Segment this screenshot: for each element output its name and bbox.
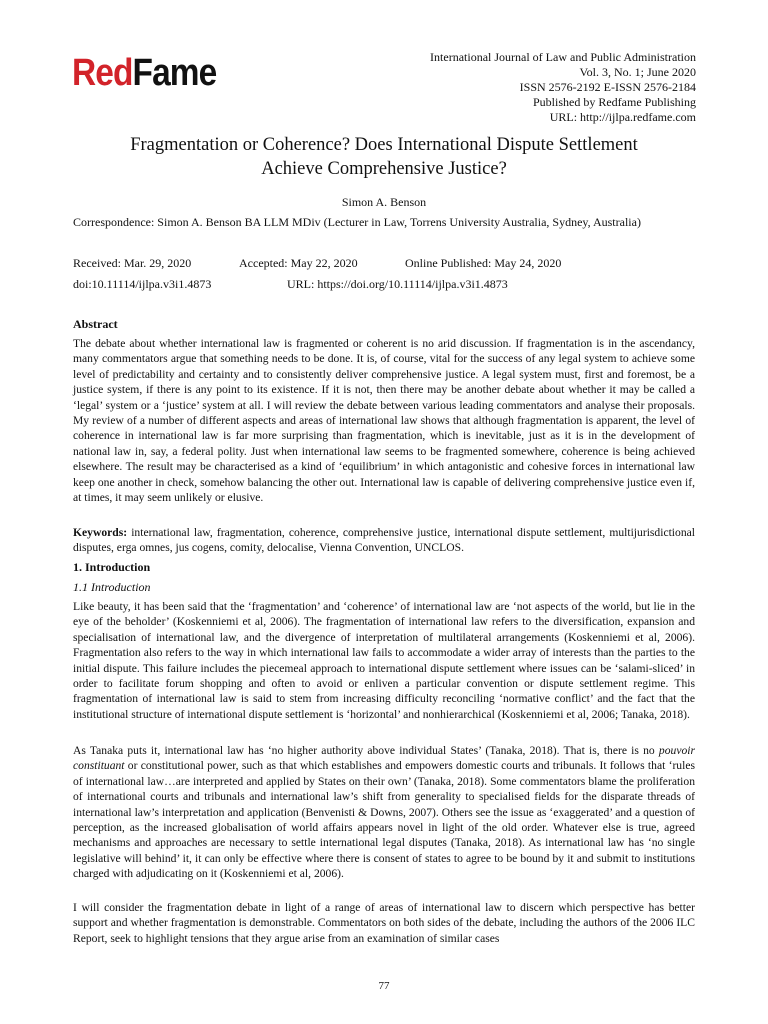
paragraph-2: [73, 743, 695, 882]
keywords: [73, 525, 695, 556]
journal-url[interactable]: URL: http://ijlpa.redfame.com: [549, 110, 696, 124]
logo-red-part: Red: [72, 52, 133, 94]
paragraph-2-rest: or constitutional power, such as that which establishes and empowers domestic courts and tribunals. It follows that ‘rules of international law…are interpreted and applied by States on their own’ (Tanaka, 2018). Some commentators blame the proliferation of international courts and tribunals and international law’s shift from generality to specialised fields for the disparate threads of international law’s interpretation and application (Benvenisti & Downs, 2007). Others see the issue as ‘exaggerated’ and a question of perception, as the increased globalisation of world affairs appears novel in light of the old order. Whatever else is true, agreed mechanisms and approaches are necessary to settle international legal disputes (Tanaka, 2018). As international law has ‘no single legislative will behind’ it, it can only be effective where there is consent of states to agree to be bound by it and submit to institutions charged with adjudicating on it (Koskenniemi et al, 2006).: [73, 759, 695, 881]
article-title: [72, 133, 696, 181]
redfame-logo: [72, 54, 216, 92]
paragraph-1: Like beauty, it has been said that the ‘fragmentation’ and ‘coherence’ of international law are ‘not aspects of the world, but lie in the eye of the beholder’ (Koskenniemi et al, 2006). The fragmentation of international law refers to the diversification, expansion and specialisation of international law, and the divergence of interpretation of multilateral arrangements (Koskenniemi et al, 2006). Fragmentation also refers to the way in which international law fails to accommodate a wider array of interests than the parties to the initial dispute. This failure includes the piecemeal approach to international dispute settlement where issues can be ‘salami-sliced’ in order to facilitate forum shopping and often to avoid or enliven a particular convention or dispute settlement regime. This fragmentation of international law is said to stem from increasing difficulty reconciling ‘normative conflict’ and the fact that the institutional structure of international dispute settlement is ‘horizontal’ and nonhierarchical (Koskenniemi et al, 2006; Tanaka, 2018).: [73, 600, 695, 721]
paragraph-3: I will consider the fragmentation debate in light of a range of areas of international law to discern which perspective has better support and whether fragmentation is demonstrable. Commentators on both sides of the debate, including the authors of the 2006 ILC Report, seek to highlight tensions that they argue arise from an examination of similar cases: [73, 901, 695, 945]
received-date: Received: Mar. 29, 2020: [73, 256, 192, 270]
journal-volume: Vol. 3, No. 1; June 2020: [579, 65, 696, 79]
journal-info: [430, 50, 696, 125]
accepted-date: Accepted: May 22, 2020: [239, 256, 358, 270]
abstract-text: The debate about whether international law is fragmented or coherent is no arid discussion. If fragmentation is in the ascendancy, many commentators argue that something needs to be done. It is, of course, vital for the success of any legal system to achieve some level of predictability and certainty and to consistently deliver comprehensive justice. A legal system must, first and foremost, be a justice system, if there is any point to its existence. If it is not, then there may be another debate about whether it may be called a ‘legal’ system or a ‘justice’ system at all. I will review the debate between various leading commentators and analyse their proposals. My review of a number of different aspects and areas of international law shows that although fragmentation is apparent, the level of coherence in international law is far more surprising than fragmentation, which is inevitable, just as it is in the development of national law in, say, a federal polity. Just when international law seems to be fragmented somewhere, coherence is being achieved elsewhere. The result may be characterised as a kind of ‘equilibrium’ in which antagonistic and cohesive forces in international law keep one another in check, somehow balancing the other out. International law is capable of delivering comprehensive justice even if, at times, it may seem unlikely or elusive.: [73, 337, 695, 505]
title-line-1: Fragmentation or Coherence? Does International Dispute Settlement: [130, 135, 638, 155]
keywords-list: international law, fragmentation, coherence, comprehensive justice, international dispute settlement, multijurisdictional disputes, erga omnes, jus cogens, comity, delocalise, Vienna Convention, UNCLOS.: [73, 526, 695, 555]
abstract-heading: Abstract: [73, 317, 118, 331]
logo-black-part: Fame: [132, 52, 217, 94]
doi: doi:10.11114/ijlpa.v3i1.4873: [73, 277, 212, 291]
paragraph-2-start: As Tanaka puts it, international law has ‘no higher authority above individual States’ (Tanaka, 2018). That is, there is no: [73, 744, 659, 757]
journal-name: International Journal of Law and Public Administration: [430, 50, 696, 64]
journal-publisher: Published by Redfame Publishing: [533, 95, 696, 109]
page-number: 77: [378, 980, 390, 992]
subsection-heading: 1.1 Introduction: [73, 580, 151, 594]
author-name: Simon A. Benson: [341, 195, 427, 209]
published-date: Online Published: May 24, 2020: [405, 256, 562, 270]
section-heading: 1. Introduction: [73, 560, 151, 574]
correspondence: Correspondence: Simon A. Benson BA LLM MDiv (Lecturer in Law, Torrens University Australia, Sydney, Australia): [73, 215, 641, 229]
paragraph-2-italic: pouvoir constituant: [73, 744, 695, 773]
keywords-label: Keywords:: [73, 526, 128, 539]
title-line-2: Achieve Comprehensive Justice?: [261, 159, 507, 179]
journal-issn: ISSN 2576-2192 E-ISSN 2576-2184: [519, 80, 696, 94]
doi-url[interactable]: URL: https://doi.org/10.11114/ijlpa.v3i1.4873: [287, 277, 508, 291]
